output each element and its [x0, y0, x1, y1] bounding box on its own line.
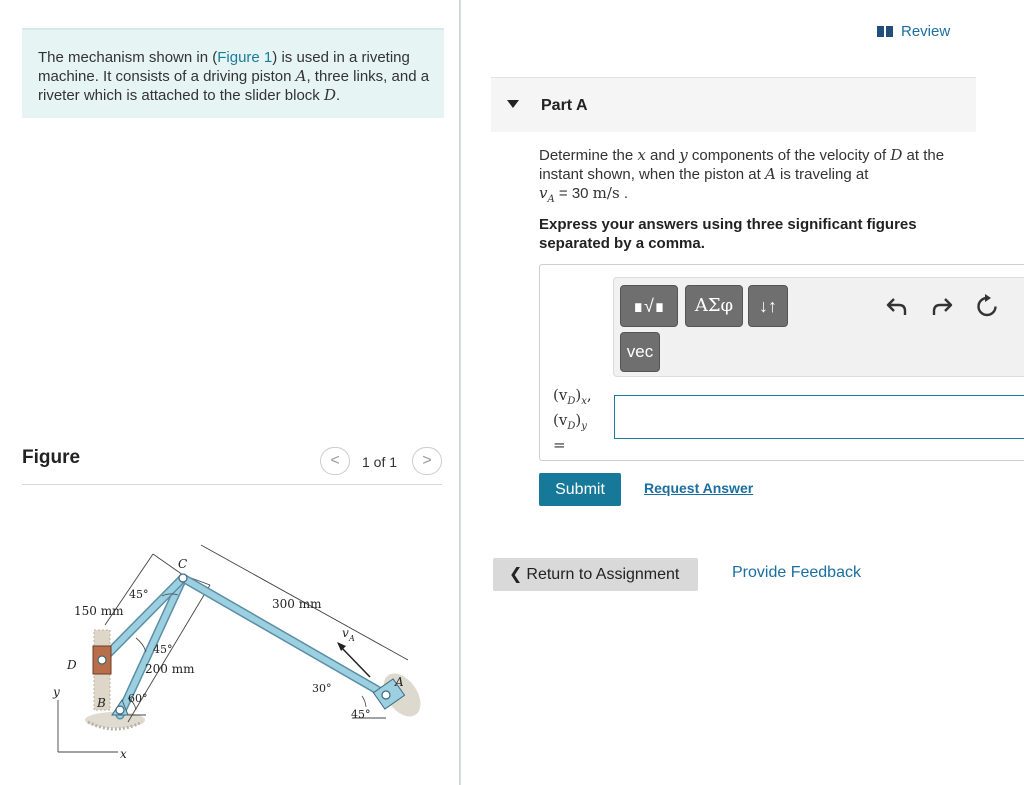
angle-label-60: 60°	[128, 692, 148, 705]
velocity-label: v	[342, 626, 349, 640]
angle-label-30: 30°	[312, 682, 332, 695]
submit-button[interactable]: Submit	[539, 473, 621, 506]
collapse-caret-icon[interactable]	[507, 100, 519, 108]
subscript-superscript-button[interactable]: ↓↑	[748, 285, 788, 327]
undo-icon[interactable]	[884, 293, 910, 319]
greek-symbols-button[interactable]: ΑΣφ	[685, 285, 743, 327]
intro-text: , three links, and a riveter which is attached to the slider block	[38, 68, 430, 104]
point-label-c: C	[178, 557, 188, 571]
left-pane	[0, 0, 459, 785]
reset-icon[interactable]	[974, 293, 1000, 319]
return-label: Return to Assignment	[526, 566, 680, 583]
review-label: Review	[901, 23, 951, 40]
dim-label-150: 150 mm	[74, 604, 124, 618]
point-label-b: B	[97, 696, 106, 710]
previous-figure-button[interactable]: <	[320, 447, 350, 475]
figure-header	[22, 445, 442, 485]
dim-label-300: 300 mm	[272, 597, 322, 611]
answer-label: $(v_D)_x$, $(v_D)_y$ =	[553, 386, 592, 454]
next-figure-button[interactable]: >	[412, 447, 442, 475]
question-text: Determine the x and y components of the velocity of D at the instant shown, when the piston at A is traveling at $v_A = 30$ m/s .	[539, 146, 945, 205]
point-label-d: D	[67, 658, 77, 672]
chevron-left-icon: ❮	[509, 566, 523, 583]
angle-label-45-mid: 45°	[153, 643, 173, 656]
angle-label-45-top: 45°	[129, 588, 149, 601]
figure-pager-text: 1 of 1	[362, 454, 398, 470]
answer-instructions: Express your answers using three significant figures separated by a comma.	[539, 216, 917, 252]
redo-icon[interactable]	[929, 293, 955, 319]
mechanism-figure	[50, 540, 430, 765]
return-to-assignment-button[interactable]	[493, 558, 698, 591]
review-link[interactable]	[877, 23, 950, 40]
intro-text: .	[336, 87, 341, 104]
provide-feedback-link[interactable]: Provide Feedback	[732, 564, 861, 581]
point-label-a: A	[395, 675, 404, 689]
templates-button[interactable]: ∎√∎	[620, 285, 678, 327]
intro-text: The mechanism shown in (	[38, 49, 218, 66]
answer-input[interactable]	[614, 395, 1024, 439]
dim-label-200: 200 mm	[145, 662, 195, 676]
intro-text: ) is used in a riveting machine. It consists of a driving piston	[38, 49, 410, 85]
intro-box	[22, 28, 444, 118]
part-title: Part A	[541, 97, 588, 114]
answer-box	[539, 264, 1024, 461]
right-pane	[461, 0, 1024, 785]
block-symbol: D	[323, 86, 336, 104]
axis-label-x: x	[120, 747, 127, 761]
velocity-label-sub: A	[349, 634, 355, 643]
figure-title: Figure	[22, 447, 81, 468]
part-a-header[interactable]	[491, 77, 976, 132]
vector-button[interactable]: vec	[620, 332, 660, 372]
figure-link[interactable]: Figure 1	[217, 49, 273, 66]
angle-label-45-piston: 45°	[351, 708, 371, 721]
piston-symbol: A	[295, 67, 307, 85]
math-toolbar	[613, 277, 1024, 377]
link-ca	[183, 578, 386, 695]
request-answer-link[interactable]: Request Answer	[644, 480, 754, 496]
book-icon	[877, 26, 893, 37]
axis-label-y: y	[53, 685, 60, 699]
